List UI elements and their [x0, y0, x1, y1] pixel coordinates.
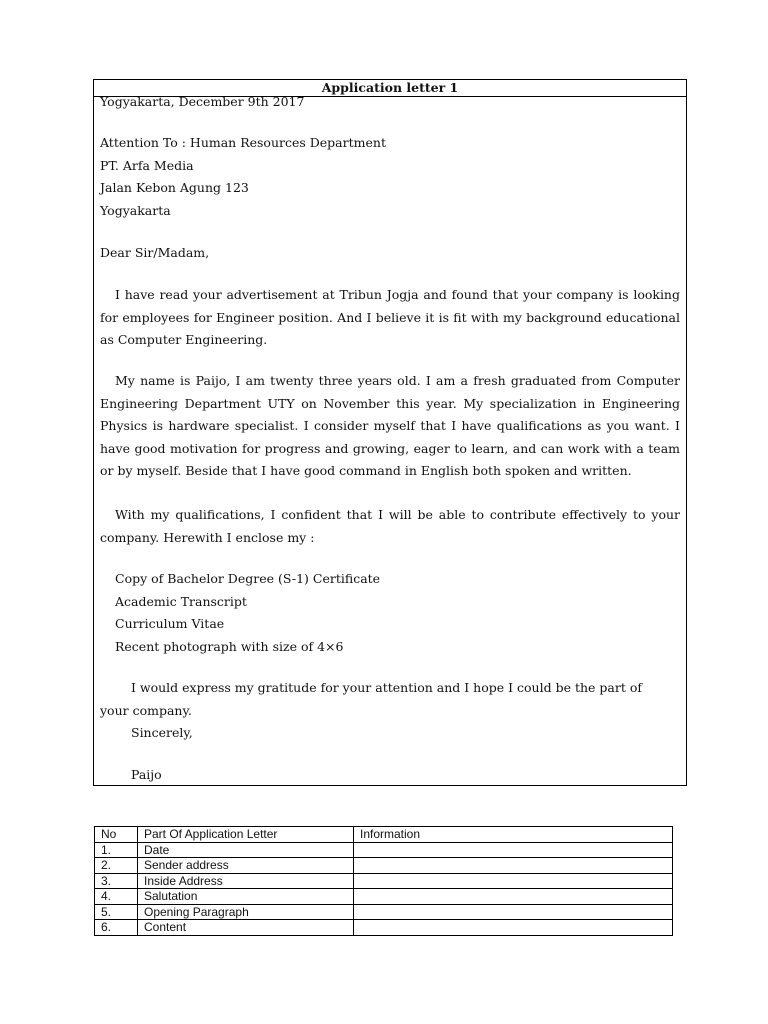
table-row	[95, 873, 673, 889]
cell-part: Content	[138, 920, 354, 936]
cell-part: Sender address	[138, 858, 354, 874]
table-row	[95, 889, 673, 905]
header-information: Information	[354, 827, 673, 843]
cell-no: 4.	[95, 889, 138, 905]
header-part: Part Of Application Letter	[138, 827, 354, 843]
address-line: PT. Arfa Media	[100, 157, 194, 173]
cell-no: 6.	[95, 920, 138, 936]
letter-title: Application letter 1	[94, 80, 686, 97]
cell-part: Date	[138, 842, 354, 858]
enclosure-item: Recent photograph with size of 4×6	[115, 638, 344, 654]
closing-line-continued: your company.	[100, 703, 192, 718]
cell-information	[354, 873, 673, 889]
sign-off: Sincerely,	[131, 725, 193, 740]
cell-no: 1.	[95, 842, 138, 858]
closing-line: I would express my gratitude for your attention and I hope I could be the part of	[131, 680, 642, 695]
table-row	[95, 842, 673, 858]
cell-information	[354, 842, 673, 858]
cell-information	[354, 904, 673, 920]
address-line: Jalan Kebon Agung 123	[100, 180, 249, 195]
cell-no: 5.	[95, 904, 138, 920]
cell-no: 2.	[95, 858, 138, 874]
enclosure-intro-paragraph: With my qualifications, I confident that I will be able to contribute effectively to your company. Herewith I enclose my :	[100, 507, 680, 545]
inside-address	[100, 132, 680, 222]
cell-no: 3.	[95, 873, 138, 889]
table-row	[95, 904, 673, 920]
signature-name: Paijo	[131, 767, 162, 782]
header-no: No	[95, 827, 138, 843]
enclosure-list	[115, 568, 680, 658]
enclosure-item: Academic Transcript	[115, 593, 247, 609]
opening-paragraph: I have read your advertisement at Tribun Jogja and found that your company is looking for employees for Engineer position. And I believe it is fit with my background educational as Computer Engineering.	[100, 287, 680, 347]
cell-part: Salutation	[138, 889, 354, 905]
cell-part: Opening Paragraph	[138, 904, 354, 920]
parts-table	[94, 826, 673, 936]
letter-box	[93, 79, 687, 786]
table-row	[95, 858, 673, 874]
cell-part: Inside Address	[138, 873, 354, 889]
address-line: Attention To : Human Resources Department	[100, 135, 386, 150]
cell-information	[354, 920, 673, 936]
cell-information	[354, 858, 673, 874]
content-paragraph: My name is Paijo, I am twenty three years old. I am a fresh graduated from Computer Engineering Department UTY on November this year. My specialization in Engineering Physics is hardware specialist. I consider myself that I have qualifications as you want. I have good motivation for progress and growing, eager to learn, and can work with a team or by myself. Beside that I have good command in English both spoken and written.	[100, 373, 680, 478]
cell-information	[354, 889, 673, 905]
table-header-row	[95, 827, 673, 843]
table-row	[95, 920, 673, 936]
salutation: Dear Sir/Madam,	[100, 245, 210, 260]
date-line: Yogyakarta, December 9th 2017	[100, 94, 305, 109]
address-line: Yogyakarta	[100, 202, 171, 218]
enclosure-item: Curriculum Vitae	[115, 616, 225, 631]
enclosure-item: Copy of Bachelor Degree (S-1) Certificate	[115, 571, 381, 586]
